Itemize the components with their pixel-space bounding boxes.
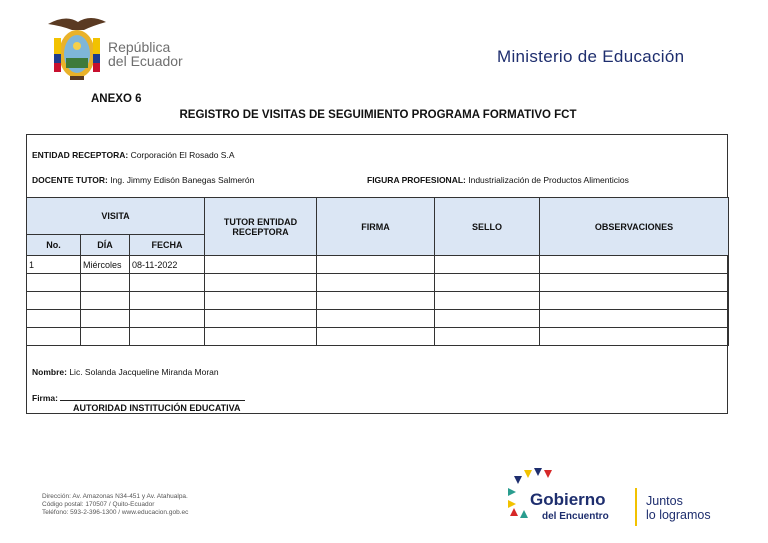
entidad-value: Corporación El Rosado S.A bbox=[130, 150, 235, 160]
cell-sello bbox=[435, 328, 540, 346]
cell-tutor bbox=[205, 256, 317, 274]
dia-header: DÍA bbox=[81, 235, 130, 256]
footer-divider bbox=[635, 488, 637, 526]
cell-tutor bbox=[205, 328, 317, 346]
visit-register-form bbox=[26, 134, 728, 414]
tutor-header-line2: RECEPTORA bbox=[232, 226, 289, 237]
firma-label: Firma: bbox=[32, 393, 58, 403]
cell-no bbox=[27, 274, 81, 292]
cell-firma bbox=[317, 292, 435, 310]
document-title bbox=[0, 109, 768, 121]
cell-dia bbox=[81, 310, 130, 328]
cell-sello bbox=[435, 274, 540, 292]
nombre-line bbox=[32, 367, 219, 377]
juntos-line-2: lo logramos bbox=[646, 508, 711, 522]
document-title-text: REGISTRO DE VISITAS DE SEGUIMIENTO PROGRAMA FORMATIVO FCT bbox=[179, 109, 577, 121]
del-encuentro-word: del Encuentro bbox=[542, 511, 609, 522]
cell-dia bbox=[81, 274, 130, 292]
cell-sello bbox=[435, 256, 540, 274]
cell-obs bbox=[540, 310, 729, 328]
cell-sello bbox=[435, 310, 540, 328]
republica-line: República bbox=[108, 39, 171, 55]
juntos-line-1: Juntos bbox=[646, 494, 683, 508]
cell-no bbox=[27, 292, 81, 310]
gobierno-word: Gobierno bbox=[530, 490, 606, 509]
cell-firma bbox=[317, 310, 435, 328]
nombre-value: Lic. Solanda Jacqueline Miranda Moran bbox=[69, 367, 219, 377]
juntos-slogan bbox=[646, 494, 711, 522]
cell-dia bbox=[81, 292, 130, 310]
cell-fecha bbox=[130, 292, 205, 310]
tutor-header bbox=[205, 198, 317, 256]
table-row bbox=[27, 256, 729, 274]
cell-fecha bbox=[130, 310, 205, 328]
table-row bbox=[27, 328, 729, 346]
cell-fecha bbox=[130, 274, 205, 292]
cell-obs bbox=[540, 256, 729, 274]
cell-firma bbox=[317, 256, 435, 274]
cell-firma bbox=[317, 274, 435, 292]
visita-header: VISITA bbox=[27, 198, 205, 235]
table-row bbox=[27, 274, 729, 292]
annex-label: ANEXO 6 bbox=[91, 93, 142, 105]
cell-tutor bbox=[205, 310, 317, 328]
address-line-3: Teléfono: 593-2-396-1300 / www.educacion.gob.ec bbox=[42, 509, 189, 516]
republica-ecuador-text bbox=[108, 40, 183, 68]
address-line-1: Dirección: Av. Amazonas N34-451 y Av. Atahualpa. bbox=[42, 493, 188, 500]
address-line-2: Código postal: 170507 / Quito-Ecuador bbox=[42, 501, 155, 508]
cell-tutor bbox=[205, 274, 317, 292]
cell-obs bbox=[540, 292, 729, 310]
firma-header: FIRMA bbox=[317, 198, 435, 256]
entidad-label: ENTIDAD RECEPTORA: bbox=[32, 150, 129, 160]
visits-table bbox=[26, 197, 729, 346]
nombre-label: Nombre: bbox=[32, 367, 67, 377]
signature-underline bbox=[60, 391, 245, 401]
cell-dia: Miércoles bbox=[81, 256, 130, 274]
docente-value: Ing. Jimmy Edisón Banegas Salmerón bbox=[110, 175, 255, 185]
table-row bbox=[27, 292, 729, 310]
observaciones-header: OBSERVACIONES bbox=[540, 198, 729, 256]
cell-obs bbox=[540, 328, 729, 346]
tutor-header-line1: TUTOR ENTIDAD bbox=[223, 216, 298, 227]
cell-firma bbox=[317, 328, 435, 346]
figura-profesional-line bbox=[367, 175, 629, 185]
entidad-receptora-line bbox=[32, 150, 235, 160]
table-row bbox=[27, 310, 729, 328]
footer-address bbox=[42, 493, 188, 517]
ecuador-line: del Ecuador bbox=[108, 53, 183, 69]
cell-fecha: 08-11-2022 bbox=[130, 256, 205, 274]
no-header: No. bbox=[27, 235, 81, 256]
cell-tutor bbox=[205, 292, 317, 310]
figura-label: FIGURA PROFESIONAL: bbox=[367, 175, 466, 185]
sello-header: SELLO bbox=[435, 198, 540, 256]
docente-label: DOCENTE TUTOR: bbox=[32, 175, 108, 185]
figura-value: Industrialización de Productos Alimenticios bbox=[468, 175, 629, 185]
cell-sello bbox=[435, 292, 540, 310]
cell-dia bbox=[81, 328, 130, 346]
ministry-name: Ministerio de Educación bbox=[497, 47, 685, 66]
firma-line bbox=[32, 391, 245, 403]
cell-fecha bbox=[130, 328, 205, 346]
cell-no: 1 bbox=[27, 256, 81, 274]
fecha-header: FECHA bbox=[130, 235, 205, 256]
visits-table-body bbox=[27, 256, 729, 346]
cell-obs bbox=[540, 274, 729, 292]
cell-no bbox=[27, 310, 81, 328]
docente-tutor-line bbox=[32, 175, 254, 185]
cell-no bbox=[27, 328, 81, 346]
autoridad-label: AUTORIDAD INSTITUCIÓN EDUCATIVA bbox=[73, 403, 241, 413]
